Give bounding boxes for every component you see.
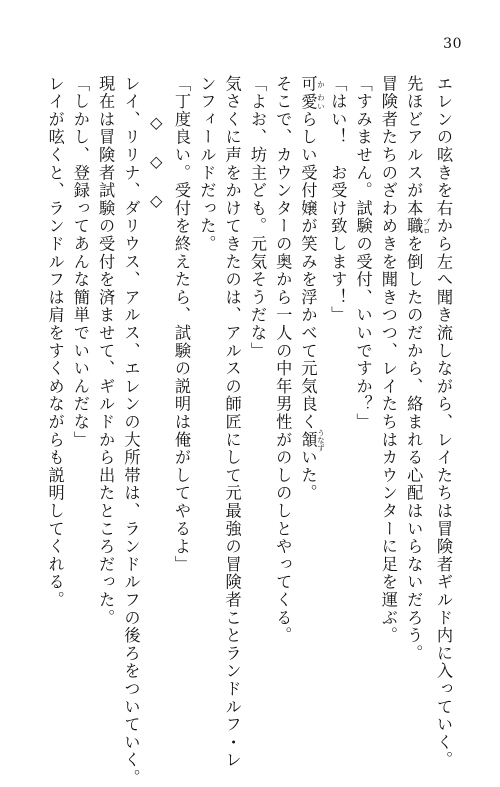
ruby-base: 頷 xyxy=(298,428,318,452)
text-line xyxy=(194,75,219,675)
text-segment: 「はい！ お受け致します！」 xyxy=(328,75,348,325)
ruby-reading: プロ xyxy=(422,217,432,236)
page-number: 30 xyxy=(443,36,462,52)
text-segment: そこで、カウンターの奥から一人の中年男性がのしのしとやってくる。 xyxy=(273,75,293,645)
text-segment: レイが呟くと、ランドルフは肩をすくめながらも説明してくれる。 xyxy=(45,75,65,609)
ruby-text xyxy=(298,75,326,93)
scene-separator xyxy=(143,75,168,675)
text-line xyxy=(68,75,93,675)
text-line xyxy=(431,75,456,770)
text-segment: 「丁度良い。受付を終えたら、試験の説明は俺がしてやるよ」 xyxy=(172,75,192,574)
ruby-base: 可 xyxy=(298,75,318,93)
text-line xyxy=(401,75,431,675)
text-line xyxy=(169,75,194,675)
ruby-reading: わい xyxy=(316,92,326,111)
text-segment: レイ、リリナ、ダリウス、アルス、エレンの大所帯は、ランドルフの後ろをついていく。 xyxy=(121,75,141,787)
text-segment: 「よお、坊主ども。元気そうだな」 xyxy=(247,75,267,360)
text-segment: いた。 xyxy=(298,448,318,503)
text-segment: 「しかし、登録ってあんな簡単でいいんだな」 xyxy=(70,75,90,449)
text-segment: 現在は冒険者試験の受付を済ませて、ギルドから出たところだった。 xyxy=(96,75,116,627)
text-line xyxy=(93,75,118,675)
text-segment: 先ほどアルスが本 xyxy=(404,75,424,218)
text-segment: ンフィールドだった。 xyxy=(197,75,217,253)
ruby-text xyxy=(298,92,326,111)
ruby-text xyxy=(404,217,432,236)
ruby-reading: うなず xyxy=(316,428,326,452)
text-line xyxy=(42,75,67,675)
ruby-base: 愛 xyxy=(298,92,318,111)
text-segment: 気さくに声をかけてきたのは、アルスの師匠にして元最強の冒険者ことランドルフ・レ xyxy=(222,75,242,770)
text-line xyxy=(350,75,375,675)
text-line xyxy=(295,75,325,675)
text-segment: エレンの呟きを右から左へ聞き流しながら、レイたちは冒険者ギルド内に入っていく。 xyxy=(434,75,453,770)
vertical-text-body xyxy=(42,75,456,787)
text-line xyxy=(270,75,295,675)
text-segment: 冒険者たちのざわめきを聞きつつ、レイたちはカウンターに足を運ぶ。 xyxy=(378,75,398,645)
text-line xyxy=(325,75,350,675)
text-segment: を倒したのだから、絡まれる心配はいらないだろう。 xyxy=(404,235,424,663)
text-line xyxy=(118,75,143,787)
ruby-base: 職 xyxy=(404,217,424,236)
text-segment: らしい受付嬢が笑みを浮かべて元気良く xyxy=(298,110,318,432)
text-line xyxy=(376,75,401,675)
text-segment: 「すみません。試験の受付、いいですか？」 xyxy=(353,75,373,431)
text-line xyxy=(219,75,244,770)
diamond-ornament: ◇ xyxy=(146,191,166,210)
diamond-ornament: ◇ xyxy=(146,152,166,171)
text-line xyxy=(245,75,270,675)
ruby-reading: か xyxy=(316,75,326,93)
diamond-ornament: ◇ xyxy=(146,113,166,132)
ruby-text xyxy=(298,428,326,452)
